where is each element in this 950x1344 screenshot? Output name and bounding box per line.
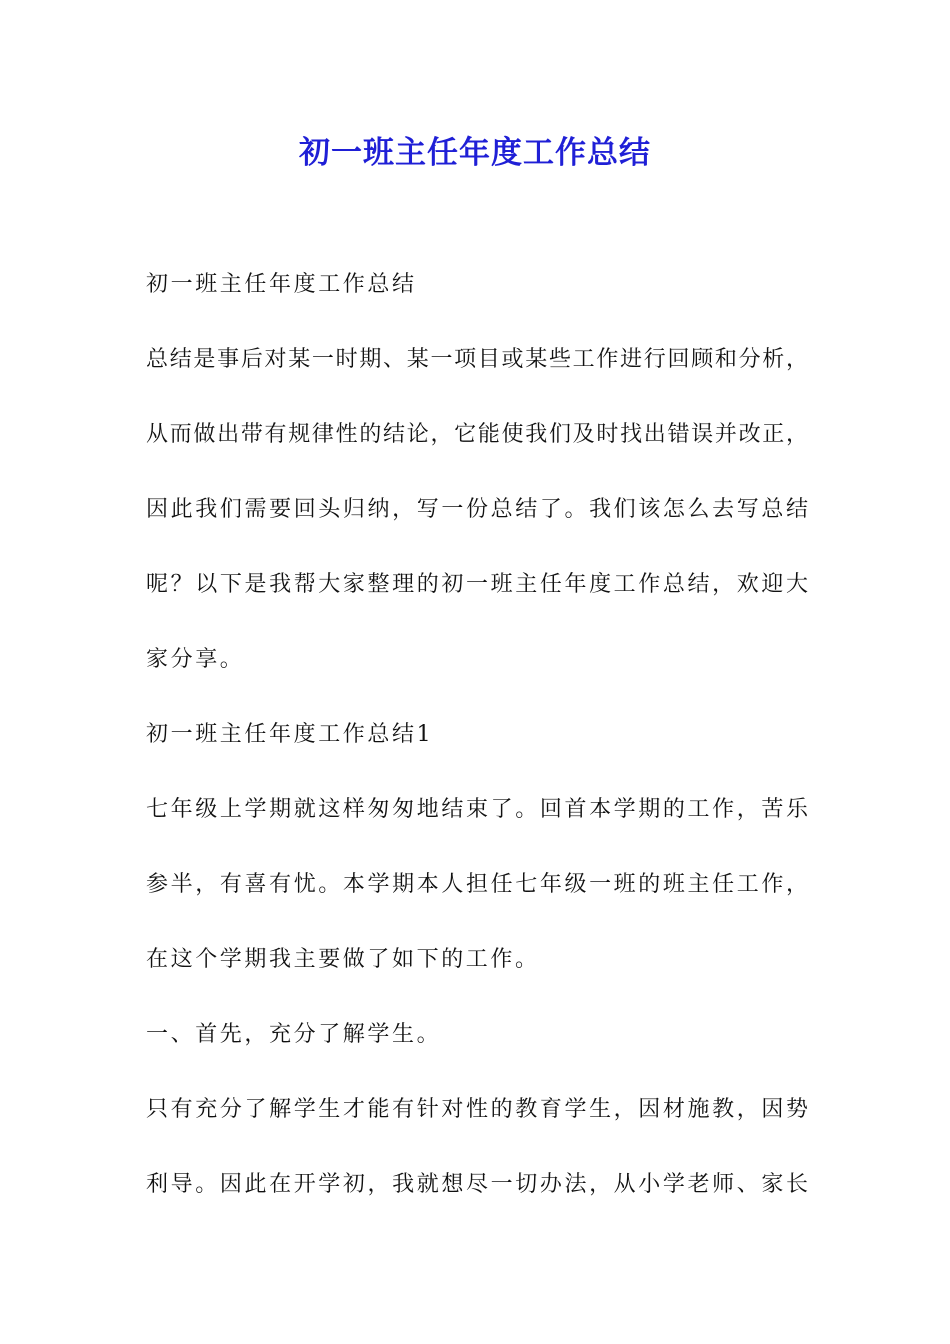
- document-title: 初一班主任年度工作总结: [299, 135, 651, 171]
- document-body: [146, 266, 808, 1241]
- body-line: 在这个学期我主要做了如下的工作。: [146, 947, 540, 972]
- body-line: 利导。因此在开学初，我就想尽一切办法，从小学老师、家长: [146, 1172, 808, 1197]
- body-line: 因此我们需要回头归纳，写一份总结了。我们该怎么去写总结: [146, 497, 808, 522]
- body-line: 七年级上学期就这样匆匆地结束了。回首本学期的工作，苦乐: [146, 797, 808, 822]
- body-line: 家分享。: [146, 647, 245, 672]
- body-line: 从而做出带有规律性的结论，它能使我们及时找出错误并改正，: [146, 422, 808, 447]
- body-line: 呢？以下是我帮大家整理的初一班主任年度工作总结，欢迎大: [146, 572, 808, 597]
- body-line: 总结是事后对某一时期、某一项目或某些工作进行回顾和分析，: [146, 347, 808, 372]
- body-line-heading: 初一班主任年度工作总结: [146, 272, 417, 297]
- body-line: 参半，有喜有忧。本学期本人担任七年级一班的班主任工作，: [146, 872, 808, 897]
- body-line: 只有充分了解学生才能有针对性的教育学生，因材施教，因势: [146, 1097, 808, 1122]
- body-line-section-heading: 一、首先，充分了解学生。: [146, 1022, 442, 1047]
- body-line-subheading: 初一班主任年度工作总结1: [146, 722, 434, 747]
